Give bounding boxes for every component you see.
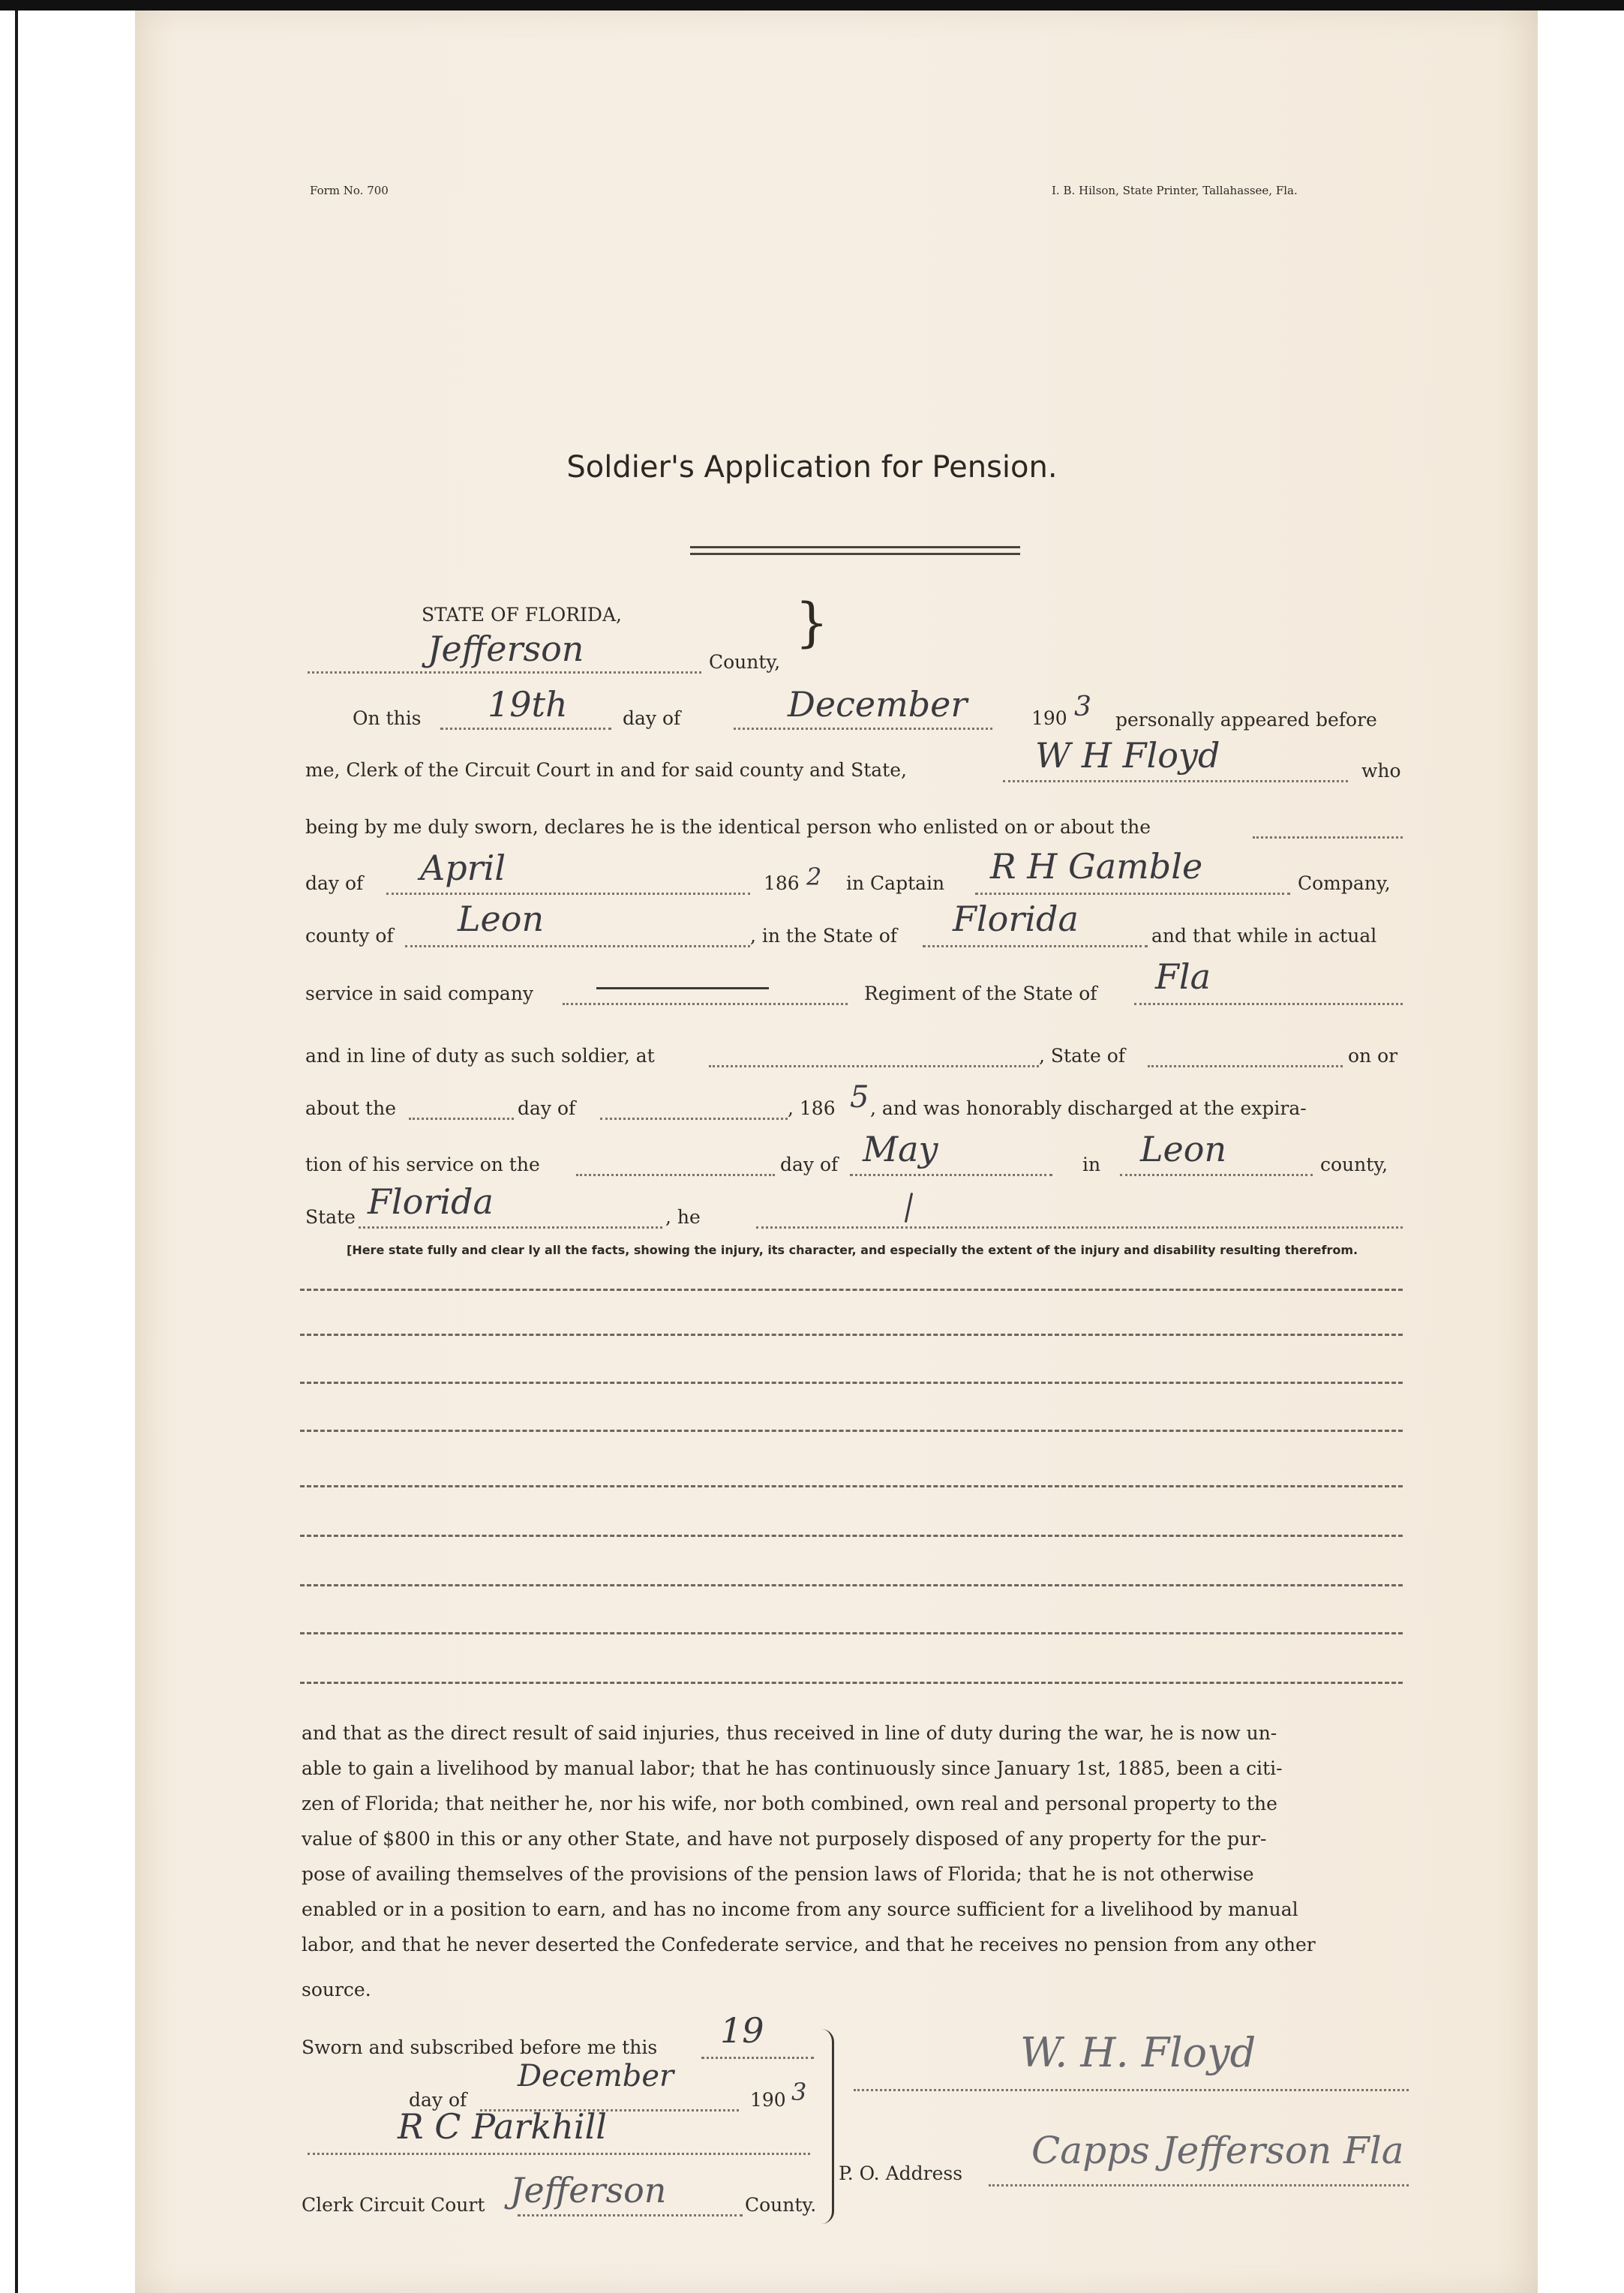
location-field-line: [709, 1065, 1039, 1067]
statement-line-9: [300, 1682, 1403, 1684]
discharge-county-line: [1120, 1174, 1313, 1176]
enlist-date-line: [1253, 836, 1403, 839]
declaration-line-6: enabled or in a position to earn, and has no income from any source sufficient for a livelihood by manual: [302, 1898, 1298, 1920]
form-number: Form No. 700: [310, 184, 389, 197]
regiment-field-line: [563, 1003, 848, 1005]
po-address-line: [989, 2184, 1409, 2186]
discharge-day-line: [576, 1174, 775, 1176]
statement-line-7: [300, 1584, 1403, 1586]
company-label: Company,: [1298, 872, 1391, 894]
statement-first-line: [756, 1226, 1403, 1229]
year-digit-handwritten: 3: [1074, 692, 1091, 722]
declaration-line-7: labor, and that he never deserted the Confederate service, and that he receives no pension from any other: [302, 1934, 1316, 1955]
service-label: service in said company: [305, 983, 534, 1004]
sworn-declares-line: being by me duly sworn, declares he is the identical person who enlisted on or about the: [305, 816, 1151, 838]
county-field-line: [308, 671, 701, 674]
year-1865-digit: 5: [850, 1080, 869, 1115]
about-the-label: about the: [305, 1097, 396, 1119]
expiration-label: tion of his service on the: [305, 1154, 540, 1175]
signature-brace: [821, 2029, 834, 2224]
who-label: who: [1361, 760, 1401, 782]
he-label: , he: [665, 1206, 701, 1228]
enlist-county-handwritten: Leon: [458, 899, 545, 939]
year-1862-digit: 2: [806, 863, 822, 891]
county-brace: }: [795, 592, 829, 653]
regiment-label: Regiment of the State of: [864, 983, 1097, 1004]
discharge-state-line: [359, 1226, 662, 1229]
captain-handwritten: R H Gamble: [990, 846, 1203, 887]
county-period-label: County.: [745, 2194, 817, 2216]
day-of-label: day of: [623, 707, 681, 729]
sworn-day-line: [701, 2057, 814, 2059]
statement-line-2: [300, 1334, 1403, 1336]
in-label: in: [1082, 1154, 1101, 1175]
clerk-county-handwritten: Jefferson: [510, 2170, 667, 2210]
sworn-year-digit: 3: [791, 2078, 807, 2106]
sworn-year-prefix: 190: [750, 2089, 786, 2111]
clerk-line: me, Clerk of the Circuit Court in and for said county and State,: [305, 759, 907, 781]
enlist-month-handwritten: April: [420, 848, 506, 888]
printer-credit: I. B. Hilson, State Printer, Tallahassee, Fla.: [1052, 184, 1298, 197]
po-address-handwritten: Capps Jefferson Fla: [1031, 2129, 1404, 2172]
instruction-note: [Here state fully and clear ly all the facts, showing the injury, its character, and especially the extent of the injury and disability resulting therefrom.: [347, 1243, 1358, 1257]
discharge-month-line: [850, 1174, 1052, 1176]
statement-line-5: [300, 1485, 1403, 1487]
title-rule-2: [690, 553, 1020, 555]
injury-month-line: [600, 1118, 788, 1120]
applicant-signature-handwritten: W. H. Floyd: [1020, 2029, 1256, 2076]
day-of-label-5: day of: [409, 2089, 467, 2111]
location-state-line: [1148, 1065, 1343, 1067]
declaration-line-2: able to gain a livelihood by manual labor; that he has continuously since January 1st, 1885, been a citi-: [302, 1757, 1283, 1779]
on-this-label: On this: [353, 707, 422, 729]
po-address-label: P. O. Address: [839, 2162, 963, 2184]
county-handwritten: Jefferson: [428, 629, 584, 669]
sworn-label: Sworn and subscribed before me this: [302, 2036, 658, 2058]
declaration-line-4: value of $800 in this or any other State, and have not purposely disposed of any property for the pur-: [302, 1828, 1267, 1850]
year-1865-prefix: , 186: [788, 1097, 836, 1119]
name-handwritten: W H Floyd: [1035, 735, 1220, 776]
while-actual-label: and that while in actual: [1151, 925, 1377, 947]
statement-line-4: [300, 1430, 1403, 1432]
on-or-label: on or: [1348, 1045, 1398, 1067]
regiment-state-handwritten: Fla: [1155, 956, 1211, 997]
enlist-state-line: [923, 945, 1148, 947]
injury-day-line: [409, 1118, 514, 1120]
document-title: Soldier's Application for Pension.: [566, 450, 1058, 485]
day-of-label-3: day of: [518, 1097, 576, 1119]
declaration-line-5: pose of availing themselves of the provisions of the pension laws of Florida; that he is not otherwise: [302, 1863, 1254, 1885]
year-prefix: 190: [1031, 707, 1067, 729]
statement-line-6: [300, 1535, 1403, 1537]
regiment-state-line: [1134, 1003, 1403, 1005]
statement-line-8: [300, 1632, 1403, 1634]
in-captain-label: in Captain: [846, 872, 945, 894]
clerk-signature-handwritten: R C Parkhill: [398, 2106, 608, 2147]
day-of-label-2: day of: [305, 872, 364, 894]
year-1862-prefix: 186: [764, 872, 800, 894]
sworn-month-handwritten: December: [518, 2059, 674, 2093]
line-of-duty-label: and in line of duty as such soldier, at: [305, 1045, 655, 1067]
regiment-dash-mark: [596, 987, 769, 989]
month-field-line: [734, 728, 992, 730]
personally-appeared: personally appeared before: [1115, 709, 1377, 731]
sworn-day-handwritten: 19: [720, 2010, 764, 2051]
state-heading: STATE OF FLORIDA,: [422, 604, 622, 626]
declaration-line-8: source.: [302, 1979, 371, 2000]
declaration-line-1: and that as the direct result of said injuries, thus received in line of duty during the war, he is now un-: [302, 1722, 1277, 1744]
clerk-signature-line: [308, 2153, 810, 2155]
captain-field-line: [975, 893, 1290, 895]
discharged-label: , and was honorably discharged at the expira-: [870, 1097, 1307, 1119]
discharge-county-handwritten: Leon: [1140, 1129, 1227, 1169]
discharge-month-handwritten: May: [863, 1129, 938, 1169]
clerk-county-line: [518, 2214, 743, 2216]
enlist-month-line: [386, 893, 750, 895]
statement-line-3: [300, 1382, 1403, 1384]
day-of-label-4: day of: [780, 1154, 839, 1175]
scan-left-border: [15, 11, 18, 2293]
county-label: County,: [709, 651, 781, 673]
state-of-label: , State of: [1039, 1045, 1126, 1067]
enlist-county-line: [405, 945, 750, 947]
day-handwritten: 19th: [488, 684, 568, 725]
enlist-state-handwritten: Florida: [953, 899, 1079, 939]
scan-top-border: [0, 0, 1624, 11]
clerk-circuit-label: Clerk Circuit Court: [302, 2194, 485, 2216]
state-label: State: [305, 1206, 356, 1228]
month-handwritten: December: [788, 684, 968, 725]
title-rule-1: [690, 546, 1020, 548]
county-of-label: county of: [305, 925, 394, 947]
in-state-of-label: , in the State of: [750, 925, 897, 947]
discharge-state-handwritten: Florida: [368, 1181, 494, 1222]
name-field-line: [1003, 780, 1348, 782]
applicant-signature-line: [854, 2089, 1409, 2091]
declaration-line-3: zen of Florida; that neither he, nor his wife, nor both combined, own real and personal property to the: [302, 1793, 1277, 1814]
statement-line-1: [300, 1289, 1403, 1291]
county-comma-label: county,: [1320, 1154, 1388, 1175]
day-field-line: [440, 728, 611, 730]
